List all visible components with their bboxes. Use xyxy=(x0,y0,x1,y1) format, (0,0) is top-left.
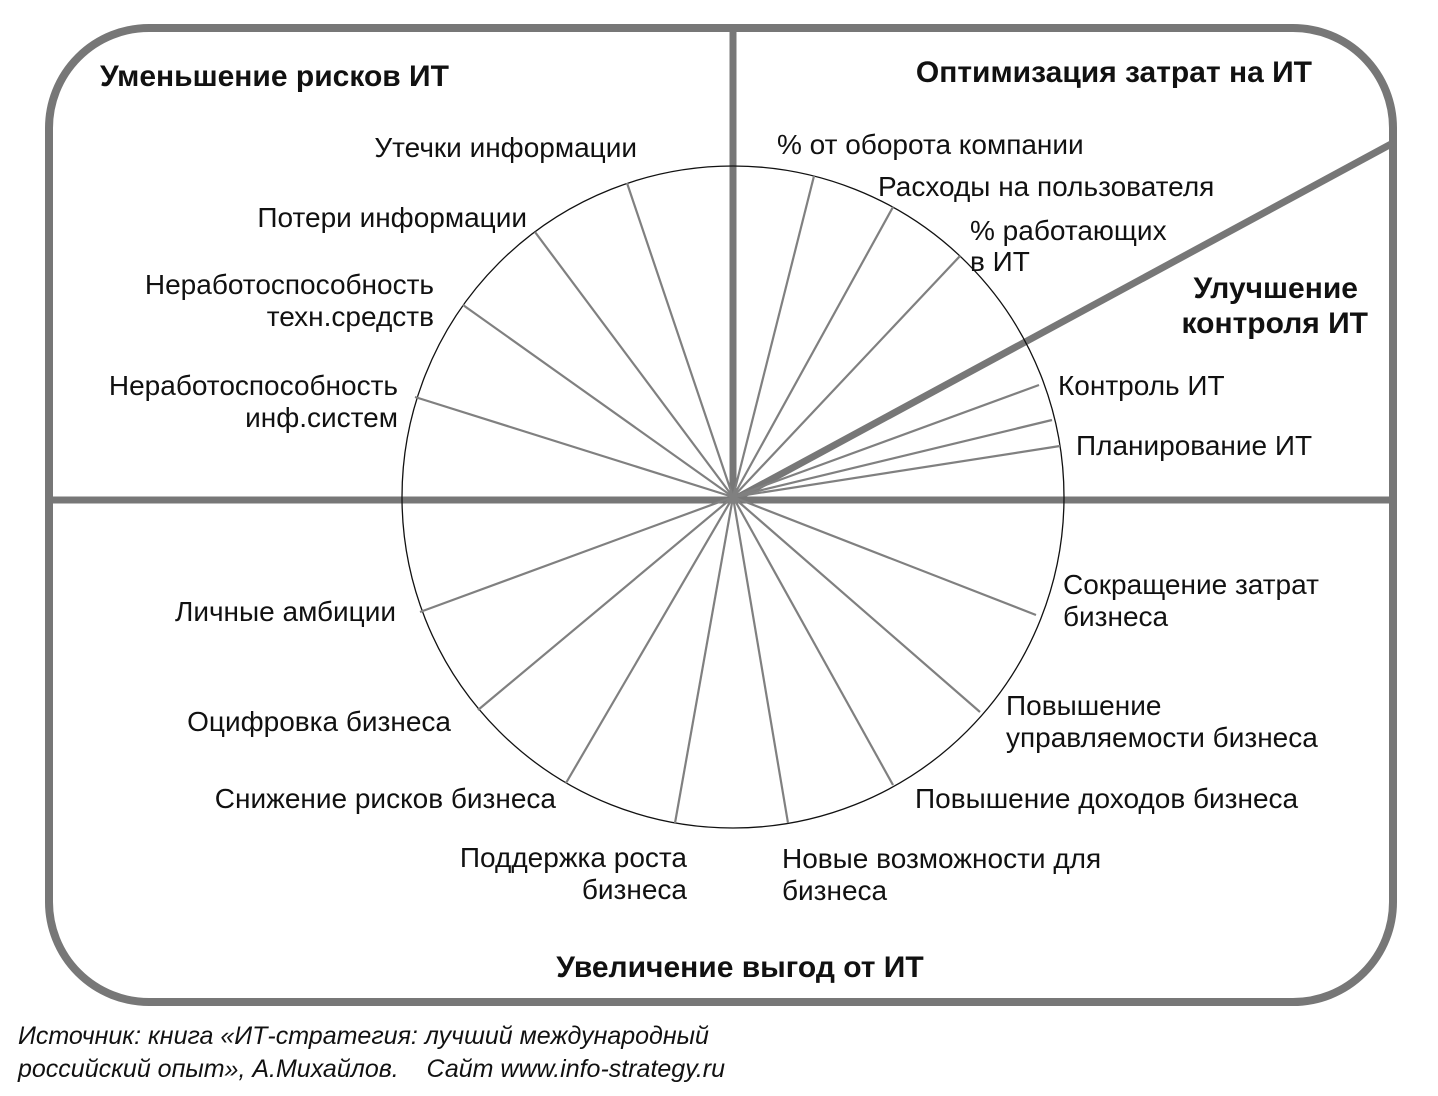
spoke-is-failure xyxy=(415,397,733,497)
spoke-hw-failure xyxy=(463,305,733,497)
spoke-ambitions xyxy=(420,497,733,612)
spoke-digitization xyxy=(478,497,733,710)
label-per-user: Расходы на пользователя xyxy=(878,171,1215,202)
source-caption-line2: российский опыт», А.Михайлов. Сайт www.info-strategy.ru xyxy=(18,1055,726,1083)
label-it-planning: Планирование ИТ xyxy=(1076,430,1313,461)
spoke-turnover xyxy=(733,176,814,497)
quadrant-title-control-line1: Улучшение xyxy=(1193,272,1358,305)
label-it-staff-line1: % работающих xyxy=(970,215,1167,246)
quadrant-title-risk: Уменьшение рисков ИТ xyxy=(100,60,449,93)
label-income: Повышение доходов бизнеса xyxy=(915,783,1299,814)
spoke-loss xyxy=(535,232,733,497)
label-growth-line2: бизнеса xyxy=(581,874,687,905)
label-cost-reduction-line2: бизнеса xyxy=(1063,601,1169,632)
label-digitization: Оцифровка бизнеса xyxy=(187,706,451,737)
label-new-opportunities-line1: Новые возможности для xyxy=(782,843,1102,874)
label-leaks: Утечки информации xyxy=(374,132,637,163)
source-caption-line1: Источник: книга «ИТ-стратегия: лучший международный xyxy=(18,1022,709,1050)
spoke-cost-reduction xyxy=(733,497,1036,615)
label-is-failure-line2: инф.систем xyxy=(245,402,398,433)
label-loss: Потери информации xyxy=(257,202,527,233)
label-manageability-line2: управляемости бизнеса xyxy=(1006,722,1318,753)
label-risk-reduction: Снижение рисков бизнеса xyxy=(214,783,556,814)
label-turnover: % от оборота компании xyxy=(777,129,1084,160)
label-cost-reduction-line1: Сокращение затрат xyxy=(1063,569,1319,600)
label-it-control: Контроль ИТ xyxy=(1058,370,1225,401)
label-it-staff-line2: в ИТ xyxy=(970,246,1030,277)
label-is-failure-line1: Неработоспособность xyxy=(108,370,398,401)
label-manageability-line1: Повышение xyxy=(1006,690,1162,721)
quadrant-title-cost: Оптимизация затрат на ИТ xyxy=(915,56,1312,89)
quadrant-title-control-line2: контроля ИТ xyxy=(1181,307,1368,340)
label-ambitions: Личные амбиции xyxy=(174,596,396,627)
spoke-leaks xyxy=(627,183,733,497)
label-new-opportunities-line2: бизнеса xyxy=(782,875,888,906)
label-hw-failure-line1: Неработоспособность xyxy=(144,269,434,300)
label-growth-line1: Поддержка роста xyxy=(459,842,687,873)
label-hw-failure-line2: техн.средств xyxy=(266,301,434,332)
spoke-manageability xyxy=(733,497,980,712)
source-caption xyxy=(18,1020,725,1086)
spoke-control-2 xyxy=(733,420,1052,497)
quadrant-title-benefit: Увеличение выгод от ИТ xyxy=(556,951,924,984)
spoke-control-1 xyxy=(733,385,1039,497)
